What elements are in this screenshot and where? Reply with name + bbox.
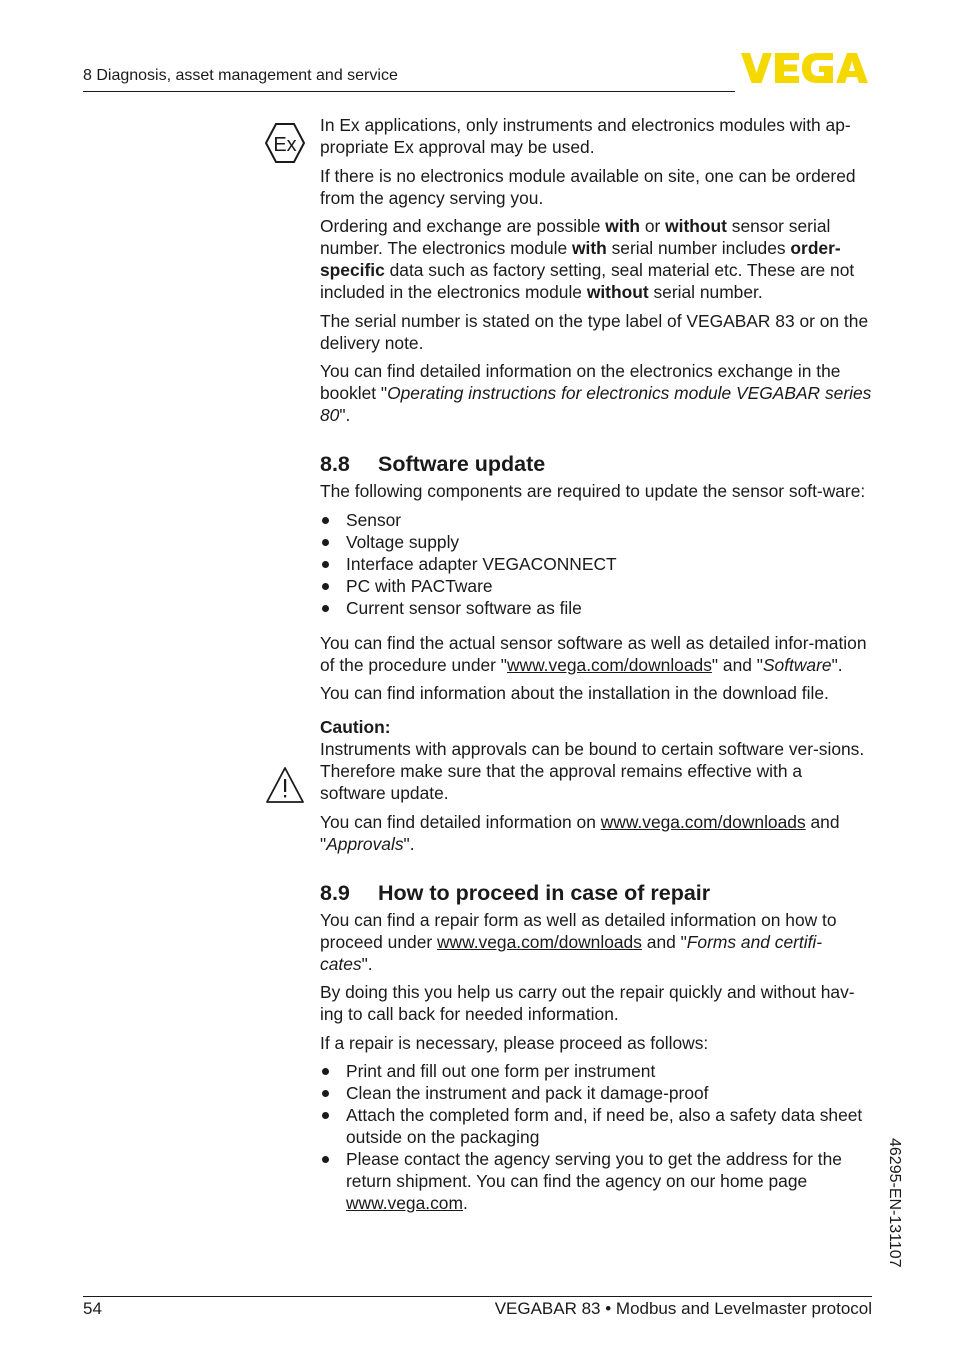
footer-rule xyxy=(83,1296,872,1297)
list-item: Attach the completed form and, if need be, also a safety data sheet outside on the packaging xyxy=(320,1104,872,1148)
ex-paragraph-2: If there is no electronics module available on site, one can be ordered from the agency serving you. xyxy=(320,165,856,208)
ex-protection-icon xyxy=(263,121,307,165)
page-number: 54 xyxy=(83,1299,102,1318)
software-components-list xyxy=(320,509,872,619)
caution-paragraph-2: You can find detailed information on www.vega.com/downloads and "Approvals". xyxy=(320,811,840,854)
svg-text:Ex: Ex xyxy=(273,134,297,156)
software-install-paragraph: You can find information about the installation in the download file. xyxy=(320,683,829,703)
caution-block xyxy=(320,716,872,804)
list-item: Please contact the agency serving you to get the address for the return shipment. You can find the agency on our home page www.vega.com. xyxy=(320,1148,872,1214)
list-item: Print and fill out one form per instrument xyxy=(320,1060,872,1082)
ex-paragraph-4: The serial number is stated on the type label of VEGABAR 83 or on the delivery note. xyxy=(320,310,869,353)
repair-paragraph-1: You can find a repair form as well as detailed information on how to proceed under www.vega.com/downloads and "Forms and certifi-cates". xyxy=(320,909,837,974)
section-8-8-heading: 8.8 Software update xyxy=(320,452,546,476)
repair-steps-list xyxy=(320,1060,872,1214)
section-8-9-heading: 8.9 How to proceed in case of repair xyxy=(320,880,711,905)
list-item: PC with PACTware xyxy=(320,575,872,597)
footer-title: VEGABAR 83 • Modbus and Levelmaster protocol xyxy=(494,1299,872,1318)
list-item: Sensor xyxy=(320,509,872,531)
caution-text: Instruments with approvals can be bound to certain software ver-sions. Therefore make sure that the approval remains effective with a software update. xyxy=(320,739,865,803)
repair-paragraph-3: If a repair is necessary, please proceed as follows: xyxy=(320,1032,709,1053)
page-content xyxy=(320,114,872,1214)
ex-paragraph-3: Ordering and exchange are possible with or without sensor serial number. The electronics module with serial number includes order-specific data such as factory setting, seal material etc. These are not included in the electronics module without serial number. xyxy=(320,216,855,302)
header-rule xyxy=(83,91,735,92)
list-item: Current sensor software as file xyxy=(320,597,872,619)
ex-paragraph-1: In Ex applications, only instruments and electronics modules with ap-propriate Ex approval may be used. xyxy=(320,115,851,157)
downloads-link[interactable]: www.vega.com/downloads xyxy=(600,811,806,832)
vega-logo xyxy=(741,52,873,84)
software-intro: The following components are required to update the sensor soft-ware: xyxy=(320,481,866,501)
repair-paragraph-2: By doing this you help us carry out the repair quickly and without hav-ing to call back for needed information. xyxy=(320,982,855,1024)
ex-paragraph-5: You can find detailed information on the electronics exchange in the booklet "Operating instructions for electronics module VEGABAR series 80". xyxy=(320,361,872,425)
caution-title: Caution: xyxy=(320,717,391,737)
list-item: Interface adapter VEGACONNECT xyxy=(320,553,872,575)
list-item: Voltage supply xyxy=(320,531,872,553)
downloads-link[interactable]: www.vega.com/downloads xyxy=(506,654,712,675)
document-number: 46295-EN-131107 xyxy=(886,1138,903,1268)
software-download-paragraph: You can find the actual sensor software as well as detailed infor-mation of the procedure under "www.vega.com/downloads" and "Software". xyxy=(320,632,867,675)
header-section-title: 8 Diagnosis, asset management and service xyxy=(83,67,398,84)
list-item: Clean the instrument and pack it damage-proof xyxy=(320,1082,872,1104)
downloads-link[interactable]: www.vega.com/downloads xyxy=(437,931,642,952)
vega-home-link[interactable]: www.vega.com xyxy=(346,1193,463,1213)
warning-triangle-icon xyxy=(264,765,306,805)
